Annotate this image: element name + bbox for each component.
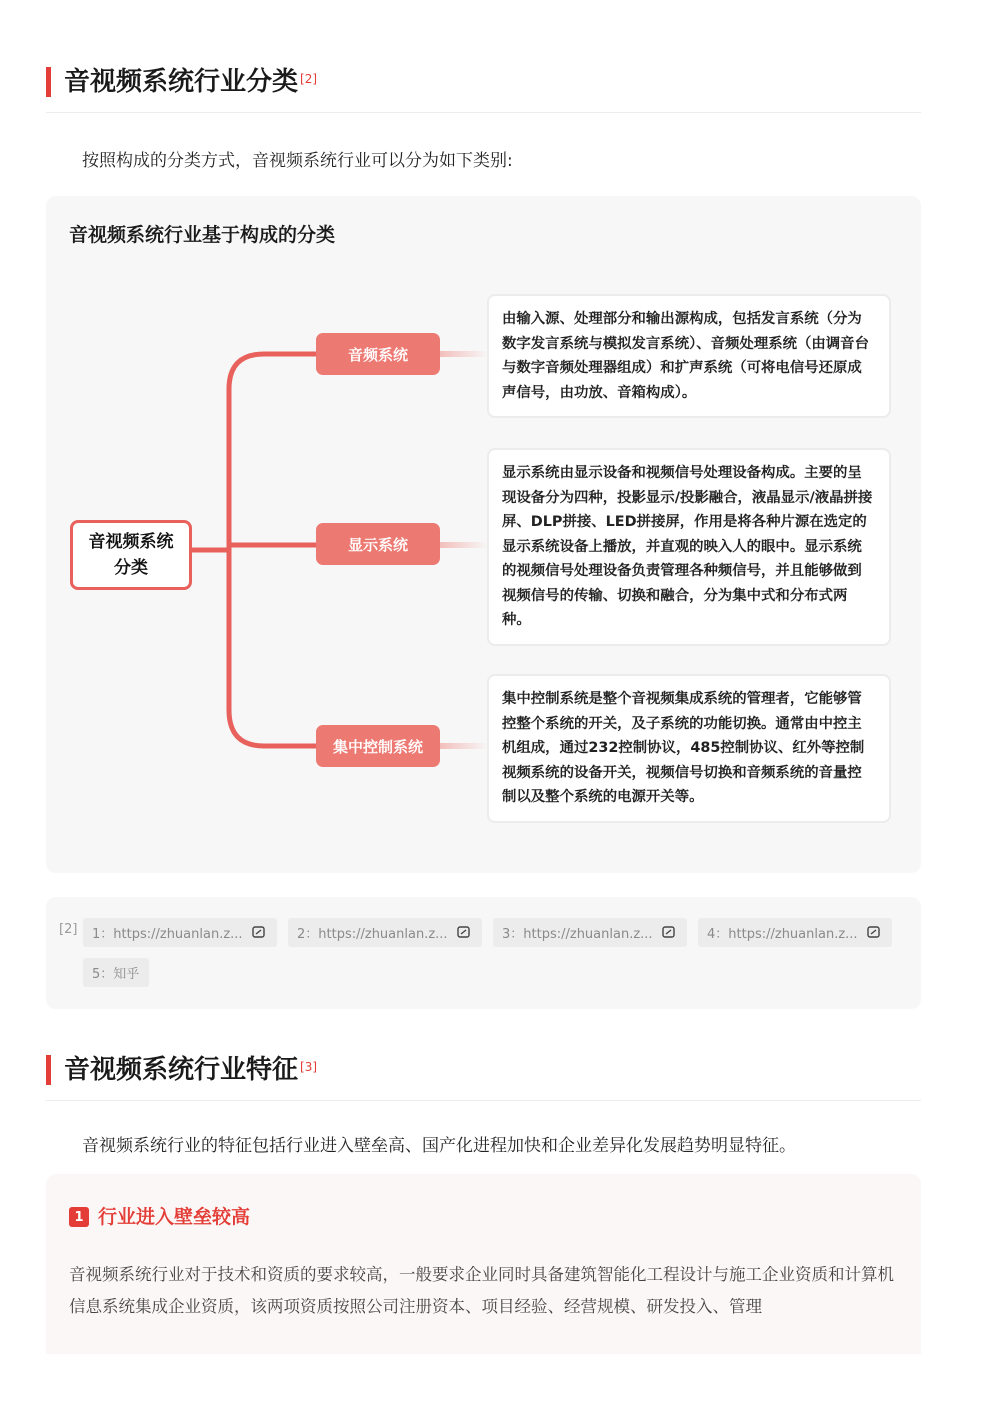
external-link-icon xyxy=(867,926,880,938)
citation-ref[interactable]: [3] xyxy=(300,1060,318,1074)
feature-body-text: 音视频系统行业对于技术和资质的要求较高，一般要求企业同时具备建筑智能化工程设计与施工企业资质和计算机信息系统集成企业资质，该两项资质按照公司注册资本、项目经验、经营规模、研发投入、管理 xyxy=(69,1265,894,1316)
desc-central-control-system: 集中控制系统是整个音视频集成系统的管理者，它能够管控整个系统的开关，及子系统的功能切换。通常由中控主机组成，通过232控制协议，485控制协议、红外等控制视频系统的设备开关，视频信号切换和音频系统的音量控制以及整个系统的电源开关等。 xyxy=(487,674,891,823)
section-accent-bar xyxy=(46,1055,51,1085)
reference-link[interactable]: 3：https://zhuanlan.z... xyxy=(493,918,687,947)
external-link-icon xyxy=(662,926,675,938)
section-title: 音视频系统行业特征 [3] xyxy=(64,1055,318,1085)
feature-number-badge: 1 xyxy=(69,1207,89,1227)
section-header-classification xyxy=(46,64,921,113)
reference-link[interactable]: 1：https://zhuanlan.z... xyxy=(83,918,277,947)
external-link-icon xyxy=(252,926,265,938)
reference-link[interactable]: 5：知乎 xyxy=(83,958,149,987)
references-panel xyxy=(46,897,921,1009)
branch-central-control-system: 集中控制系统 xyxy=(316,725,440,767)
desc-display-system: 显示系统由显示设备和视频信号处理设备构成。主要的呈现设备分为四种，投影显示/投影融合，液晶显示/液晶拼接屏、DLP拼接、LED拼接屏，作用是将各种片源在选定的显示系统设备上播放，并直观的映入人的眼中。显示系统的视频信号处理设备负责管理各种频信号，并且能够做到视频信号的传输、切换和融合，分为集中式和分布式两种。 xyxy=(487,448,891,646)
branch-display-system: 显示系统 xyxy=(316,523,440,565)
external-link-icon xyxy=(457,926,470,938)
feature-title: 行业进入壁垒较高 xyxy=(98,1206,251,1228)
mindmap-title: 音视频系统行业基于构成的分类 xyxy=(69,224,336,246)
section-intro: 音视频系统行业的特征包括行业进入壁垒高、国产化进程加快和企业差异化发展趋势明显特征。 xyxy=(82,1136,796,1156)
reference-link[interactable]: 4：https://zhuanlan.z... xyxy=(698,918,892,947)
section-title: 音视频系统行业分类 [2] xyxy=(64,67,318,97)
mindmap-root-node: 音视频系统分类 xyxy=(70,520,192,590)
references-label: [2] xyxy=(59,922,78,937)
feature-card xyxy=(46,1174,921,1354)
section-accent-bar xyxy=(46,67,51,97)
section-intro: 按照构成的分类方式，音视频系统行业可以分为如下类别: xyxy=(82,151,513,171)
section-header-features xyxy=(46,1052,921,1101)
reference-link[interactable]: 2：https://zhuanlan.z... xyxy=(288,918,482,947)
citation-ref[interactable]: [2] xyxy=(300,72,318,86)
branch-audio-system: 音频系统 xyxy=(316,333,440,375)
desc-audio-system: 由输入源、处理部分和输出源构成，包括发言系统（分为数字发言系统与模拟发言系统）、音频处理系统（由调音台与数字音频处理器组成）和扩声系统（可将电信号还原成声信号，由功放、音箱构成）。 xyxy=(487,294,891,418)
